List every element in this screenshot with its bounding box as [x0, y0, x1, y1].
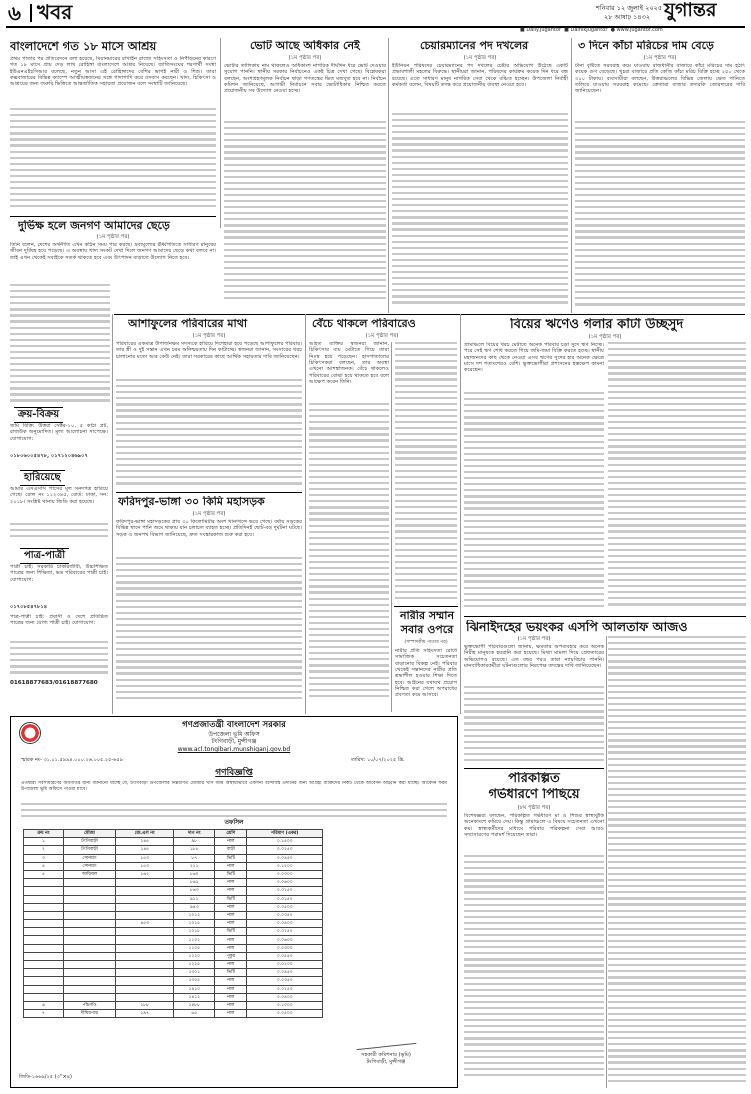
page-header	[0, 0, 751, 26]
headline-benche: বেঁচে থাকলে পরিবারেও	[312, 318, 416, 330]
table-row	[24, 1010, 323, 1018]
table-cell: ১৫৩	[116, 854, 174, 862]
table-cell: ভিটি	[215, 969, 247, 977]
table-row	[24, 928, 323, 936]
table-cell: ০.০২৫০	[247, 928, 323, 936]
table-cell: ০.০৪০০	[247, 920, 323, 928]
table-cell: টংগিবাড়ী	[63, 846, 115, 854]
table-cell: ০.০৩০০	[247, 870, 323, 878]
table-cell	[24, 887, 64, 895]
table-header-cell: মৌজা	[63, 830, 115, 838]
table-row	[24, 952, 323, 960]
headline-poriklpito-1: পরিকল্পিত	[508, 772, 560, 786]
nari-continued: (সম্পাদকীয় পাতার পর)	[404, 640, 448, 645]
headline-ashafuler: আশাফুলের পরিবারের মাথা	[128, 318, 248, 330]
table-cell	[63, 895, 115, 903]
table-cell: ভিটি	[215, 854, 247, 862]
durvikkho-continued: (১ম পৃষ্ঠার পর)	[96, 234, 130, 240]
table-cell	[63, 879, 115, 887]
table-cell: বাড়ী	[215, 846, 247, 854]
benche-continued: (১ম পৃষ্ঠার পর)	[365, 333, 399, 339]
table-cell	[116, 985, 174, 993]
table-cell	[63, 928, 115, 936]
table-cell	[24, 936, 64, 944]
table-cell: সোনারং	[63, 862, 115, 870]
table-cell: আড়িয়ল	[63, 870, 115, 878]
facebook-icon: ■	[520, 27, 525, 33]
table-cell: নাল	[215, 920, 247, 928]
table-cell: ০.০৪৫০	[247, 969, 323, 977]
table-cell: নাল	[215, 944, 247, 952]
table-header-cell: জে.এল নং	[116, 830, 174, 838]
notice-schedule-table	[23, 829, 323, 1018]
classified-sale-body: জমি বিক্রি: উত্তরা সেক্টর-১০, ৫ কাঠা প্লট, রাজউক অনুমোদিত। মূল্য আলোচনা সাপেক্ষে। যোগাযোগ:	[10, 423, 108, 442]
table-cell	[116, 903, 174, 911]
table-cell: সোনারং	[63, 854, 115, 862]
table-cell: নাল	[215, 879, 247, 887]
table-cell: নাল	[215, 862, 247, 870]
signature-mark	[356, 1034, 417, 1050]
table-cell: ৯১২	[174, 895, 215, 903]
article-durvikkho-body: তিনি বলেন, দেশের অর্থনীতি এখন কঠিন সময় পার করছে। দ্রব্যমূল্যের ঊর্ধ্বগতিতে সাধারণ মানুষের জীবন দুর্বিষহ হয়ে পড়েছে। এ অবস্থায় খাদ্য সংকট দেখা দিলে জনগণ আমাদের ছেড়ে কথা বলবে না। তাই এখন থেকেই সবাইকে সতর্ক থাকতে হবে এবং উৎপাদন বাড়াতে উদ্যোগ নিতে হবে।	[10, 242, 216, 261]
notice-intro: এতদ্বারা সর্বসাধারণের অবগতির জন্য জানানো যাচ্ছে যে, টংগিবাড়ী উপজেলার নিম্নবর্ণিত মৌজার খাস জমি অস্থায়ীভাবে একসনা বন্দোবস্ত প্রদানের জন্য আগ্রহী ব্যক্তিদের নিকট থেকে আবেদন আহ্বান করা যাচ্ছে। আবেদন ফরম উপজেলা ভূমি অফিসে পাওয়া যাবে।	[21, 781, 447, 792]
table-cell	[24, 977, 64, 985]
headline-ashray: বাংলাদেশে গত ১৮ মাসে আশ্রয়	[10, 40, 157, 53]
table-cell: ০.০৫৫০	[247, 952, 323, 960]
notice-govt-name: গণপ্রজাতন্ত্রী বাংলাদেশ সরকার	[182, 720, 286, 730]
masthead-logo: যুগান্তর	[664, 0, 717, 21]
table-cell	[24, 969, 64, 977]
classified-matrimony-title: পাত্র-পাত্রী	[20, 548, 69, 564]
table-cell	[63, 936, 115, 944]
table-cell	[63, 944, 115, 952]
table-cell: নাল	[215, 887, 247, 895]
article-jhinaidah-body: ভুক্তভোগী পরিবারগুলো জানায়, ক্ষমতার অপব্যবহার করে অনেক নিরীহ মানুষকে হয়রানি করা হয়েছে। মিথ্যা মামলা দিয়ে গ্রেফতারের অভিযোগও রয়েছে। এত বছর পরও তারা ন্যায়বিচার পাননি। মানবাধিকারকর্মীরা ঘটনাগুলোর নিরপেক্ষ তদন্তের দাবি জানিয়েছেন।	[464, 644, 604, 670]
notice-website[interactable]: www.acl.tongibari.munshiganj.gov.bd	[177, 746, 291, 753]
headline-durvikkho: দুর্ভিক্ষ হলে জনগণ আমাদের ছেড়ে	[18, 220, 170, 232]
table-cell: ১২২০	[174, 952, 215, 960]
biye-continued: (১ম পৃষ্ঠার পর)	[588, 334, 622, 340]
table-cell: ৪	[24, 862, 64, 870]
table-header-cell: পরিমাণ (একর)	[247, 830, 323, 838]
table-cell	[116, 993, 174, 1001]
headline-faridpur: ফরিদপুর-ভাঙ্গা ৩০ কিমি মহাসড়ক	[118, 496, 265, 508]
table-cell: ০.১৫০০	[247, 838, 323, 846]
table-cell: ০.০৬০০	[247, 879, 323, 887]
table-row	[24, 1001, 323, 1009]
article-chairman-body: ইউনিয়ন পরিষদের চেয়ারম্যানের পদ দখলের চেষ্টার অভিযোগ উঠেছে একটি প্রভাবশালী মহলের বিরুদ্ধে। স্থানীয়রা জানান, পরিষদের কার্যক্রম কয়েক দিন ধরে বন্ধ রয়েছে। এতে সাধারণ মানুষ নাগরিক সেবা থেকে বঞ্চিত হচ্ছেন। উপজেলা নির্বাহী কর্মকর্তা বলেন, বিষয়টি তদন্ত করে প্রয়োজনীয় ব্যবস্থা নেওয়া হবে।	[392, 63, 568, 89]
header-date: শনিবার ১২ জুলাই ২০২৫	[596, 4, 663, 12]
ashafuler-continued: (১ম পৃষ্ঠার পর)	[192, 333, 226, 339]
table-cell: ৯৪৩	[174, 903, 215, 911]
article-biye-body: গ্রামাঞ্চলে বিয়ের খরচ মেটাতে অনেক পরিবার চড়া সুদে ঋণ নিচ্ছে। পরে সেই ঋণ শোধ করতে গিয়ে জমি-জমা বিক্রি করতে হচ্ছে। স্থানীয় মহাজনদের কাছ থেকে নেওয়া এসব ঋণের সুদের হার অনেক ক্ষেত্রে মাসে দশ শতাংশেরও বেশি। ভুক্তভোগীরা প্রশাসনের হস্তক্ষেপ কামনা করেছেন।	[464, 342, 604, 374]
classified-sale-title: ক্রয়-বিক্রয়	[14, 407, 63, 423]
article-morich-body: টানা বৃষ্টিতে সরবরাহ কমে যাওয়ায় রাজধানীর বাজারে কাঁচা মরিচের দাম হঠাৎ কয়েক গুণ বেড়েছে। খুচরা বাজারে প্রতি কেজি কাঁচা মরিচ বিক্রি হচ্ছে ২৫০ থেকে ৩০০ টাকায়। ব্যবসায়ীরা বলছেন, উত্তরাঞ্চলের বিভিন্ন জেলায় ক্ষেত পানিতে তলিয়ে যাওয়ায় সরবরাহ কমেছে। ক্রেতারা বাজার তদারকি জোরদারের দাবি জানিয়েছেন।	[575, 63, 745, 95]
table-cell: ৯৮	[174, 838, 215, 846]
notice-table-caption: তফসিল	[224, 819, 244, 826]
table-cell	[116, 911, 174, 919]
table-cell: ১	[24, 838, 64, 846]
classified-lost-body: আমার এসএসসি পাসের মূল সনদপত্র হারিয়ে গেছে। রোল নং ১১২৩৪৫, বোর্ড: ঢাকা, সন: ২০১৮। সংশ্লিষ্ট থানায় জিডি করা হয়েছে।	[10, 486, 108, 505]
table-cell: ০.০৩০০	[247, 944, 323, 952]
table-cell: ০.০৫০০	[247, 903, 323, 911]
social-bar	[520, 28, 745, 36]
article-vote-body: ভোটার তালিকায় নাম থাকলেও অধিকাংশ নাগরিক দীর্ঘদিন ধরে ভোট দেওয়ার সুযোগ পাননি। স্থানীয় সরকার নির্বাচনেও একই চিত্র দেখা গেছে। বিশ্লেষকরা বলছেন, অংশগ্রহণমূলক নির্বাচন ছাড়া গণতন্ত্রের ভিত মজবুত হবে না। নির্বাচন কমিশন জানিয়েছে, আগামী নির্বাচনে সবার ভোটাধিকার নিশ্চিত করতে প্রয়োজনীয় সব উদ্যোগ নেওয়া হচ্ছে।	[224, 63, 386, 95]
table-cell: ৭	[24, 1010, 64, 1018]
notice-place: টংগিবাড়ী, মুন্সীগঞ্জ	[211, 738, 257, 745]
table-cell: ৪৫৩	[116, 920, 174, 928]
table-header-cell: শ্রেণি	[215, 830, 247, 838]
table-cell: ১৬২	[116, 870, 174, 878]
chairman-continued: (১ম পৃষ্ঠার পর)	[463, 55, 497, 61]
table-cell	[24, 993, 64, 1001]
table-cell: নাল	[215, 936, 247, 944]
table-cell: ১৫৩	[116, 862, 174, 870]
table-row	[24, 879, 323, 887]
table-row	[24, 944, 323, 952]
table-row	[24, 969, 323, 977]
table-row	[24, 862, 323, 870]
headline-nari-1: নারীর সম্মান	[399, 610, 455, 622]
table-cell	[63, 993, 115, 1001]
table-row	[24, 961, 323, 969]
table-cell: ১০১২	[174, 911, 215, 919]
table-cell	[24, 903, 64, 911]
table-cell: নাল	[215, 911, 247, 919]
table-cell	[24, 944, 64, 952]
table-cell	[116, 944, 174, 952]
table-cell: নাল	[215, 903, 247, 911]
headline-nari-2: সবার ওপরে	[400, 624, 454, 636]
faridpur-continued: (১ম পৃষ্ঠার পর)	[192, 511, 226, 517]
table-cell: নাল	[215, 1001, 247, 1009]
article-ashray-body: প্রথম পাতার পর প্রতিবেদনে বলা হয়েছে, মিয়ানমারের রাখাইন রাজ্যে সহিংসতা ও নিপীড়নের কারণে গত ১৮ মাসে প্রায় দেড় লাখ রোহিঙ্গা বাংলাদেশে আশ্রয় নিয়েছে। জাতিসংঘের শরণার্থী সংস্থা ইউএনএইচসিআর বলেছে, নতুন আসা এই রোহিঙ্গাদের বেশির ভাগই নারী ও শিশু। তারা কক্সবাজারের বিভিন্ন ক্যাম্পে আত্মীয়স্বজনের সঙ্গে গাদাগাদি করে বসবাস করছেন। খাদ্য, চিকিৎসা ও আশ্রয়ের জন্য জরুরি ভিত্তিতে আন্তর্জাতিক সহায়তা প্রয়োজন বলে সংস্থাটি জানিয়েছে।	[10, 56, 216, 88]
table-cell: ১৪৫	[116, 838, 174, 846]
table-cell	[63, 911, 115, 919]
table-cell	[116, 928, 174, 936]
table-row	[24, 911, 323, 919]
table-cell: ০.০৪০০	[247, 993, 323, 1001]
classified-matrimony-body: পাত্রী চাই: সরকারি চাকরিজীবী, উচ্চশিক্ষিত পাত্রের জন্য শিক্ষিতা, ভদ্র পরিবারের পাত্রী চাই। যোগাযোগ:	[10, 564, 108, 583]
table-row	[24, 936, 323, 944]
table-cell: ভিটি	[215, 928, 247, 936]
table-row	[24, 993, 323, 1001]
notice-footer-code: জিডি-১৬৬৯/২৫ (৩''×৪)	[19, 1074, 72, 1080]
table-cell	[63, 977, 115, 985]
classified-matrimony-phone2: 01618877683/01618877680	[10, 680, 98, 686]
classified-sale-phone: ০১৮০৬০০৫৪৭৮, ০১৭১২০৪৬৯০৭	[10, 453, 88, 459]
headline-morich: ৩ দিনে কাঁচা মরিচের দাম বেড়ে	[578, 40, 714, 52]
table-row	[24, 903, 323, 911]
social-twitter[interactable]: DainikJugantor	[570, 27, 608, 33]
table-cell: ভিটি	[215, 895, 247, 903]
table-cell	[116, 961, 174, 969]
table-row	[24, 838, 323, 846]
notice-office: উপজেলা ভূমি অফিস	[208, 731, 260, 738]
table-cell: ০.০৪৫০	[247, 854, 323, 862]
classified-lost-title: হারিয়েছে	[20, 470, 65, 486]
table-cell: ৮৬১	[174, 879, 215, 887]
headline-vote: ভোট আছে অধিকার নেই	[250, 40, 360, 52]
section-title: খবর	[37, 0, 73, 24]
table-cell: নাল	[215, 993, 247, 1001]
table-cell: ০.০২০০	[247, 961, 323, 969]
table-cell	[63, 969, 115, 977]
table-cell	[24, 952, 64, 960]
table-header-cell: দাগ নং	[174, 830, 215, 838]
table-cell: ২	[24, 846, 64, 854]
notice-signer-place: টংগিবাড়ী, মুন্সীগঞ্জ	[366, 1059, 406, 1065]
table-header-row	[24, 830, 323, 838]
table-cell	[63, 952, 115, 960]
table-cell: নাল	[215, 961, 247, 969]
table-row	[24, 846, 323, 854]
article-poriklpito-body: বিশেষজ্ঞরা বলছেন, পরিকল্পিত গর্ভধারণ মা ও শিশুর স্বাস্থ্যঝুঁকি অনেকাংশে কমিয়ে দেয়। কিন্তু গ্রামাঞ্চলে এ বিষয়ে সচেতনতা এখনো কম। স্বাস্থ্যকর্মীদের মাধ্যমে পরিবার পরিকল্পনা সেবা আরও সম্প্রসারণের পরামর্শ দিয়েছেন তারা।	[464, 813, 604, 839]
table-cell: ভিটি	[215, 870, 247, 878]
table-cell	[24, 895, 64, 903]
table-cell: ১০১৮	[174, 928, 215, 936]
table-row	[24, 887, 323, 895]
table-cell	[24, 985, 64, 993]
table-cell	[116, 969, 174, 977]
table-cell: ৮৬৩	[174, 887, 215, 895]
social-facebook[interactable]: Daily.Jugantor	[526, 27, 561, 33]
table-cell: ১৮৮	[116, 1001, 174, 1009]
govt-notice-box	[10, 716, 458, 1088]
table-cell	[116, 895, 174, 903]
table-cell	[63, 920, 115, 928]
table-cell: ৫	[24, 870, 64, 878]
table-cell	[24, 961, 64, 969]
table-cell	[24, 928, 64, 936]
article-ashafuler-body: পরিবারের একমাত্র উপার্জনক্ষম সদস্যকে হারিয়ে দিশেহারা হয়ে পড়েছে আশাফুলের পরিবার। তার স্ত্রী ও দুই সন্তান এখন চরম অনিশ্চয়তায় দিন কাটাচ্ছে। স্বজনরা জানান, সংসারের খরচ চালানোর মতো আর কেউ নেই। তারা সরকারের কাছে আর্থিক সহায়তার দাবি জানিয়েছেন।	[116, 341, 302, 360]
table-cell: ১৩০৫	[174, 977, 215, 985]
headline-jhinaidah: ঝিনাইদহের ভয়ংকর এসপি আলতাফ আজও	[466, 620, 688, 634]
table-row	[24, 870, 323, 878]
table-row	[24, 985, 323, 993]
table-cell	[24, 920, 64, 928]
table-cell	[63, 985, 115, 993]
table-cell: পুকুর	[215, 952, 247, 960]
table-cell: ১৪১২	[174, 993, 215, 1001]
jhinaidah-continued: (১ম পৃষ্ঠার পর)	[517, 636, 551, 642]
classified-matrimony-body2: পাত্র-পাত্রী চাই: প্রবাসী ও দেশে প্রতিষ্ঠিত পাত্রের জন্য যোগ্য পাত্রী চাই। যোগাযোগ:	[10, 614, 108, 627]
table-cell: ১০১৫	[174, 920, 215, 928]
headline-poriklpito-2: গর্ভধারণে পিছিয়ে	[488, 788, 580, 802]
table-cell: ১২২৫	[174, 961, 215, 969]
table-cell	[24, 879, 64, 887]
table-cell: নাল	[215, 977, 247, 985]
table-cell: ০.১২০০	[247, 862, 323, 870]
table-row	[24, 977, 323, 985]
table-cell: ১৪৮৮	[174, 1001, 215, 1009]
table-cell: ১১০২	[174, 936, 215, 944]
table-row	[24, 920, 323, 928]
notice-signer-title: সহকারী কমিশনার (ভূমি)	[361, 1052, 411, 1058]
table-row	[24, 895, 323, 903]
table-cell: ১৯৭	[116, 1010, 174, 1018]
table-cell: ১৩০১	[174, 969, 215, 977]
article-nari-body: নারীর প্রতি সহিংসতা রোধে সামাজিক সচেতনতা বাড়ানোর বিকল্প নেই। পরিবার থেকেই সন্তানদের নারীর প্রতি শ্রদ্ধাশীল হওয়ার শিক্ষা দিতে হবে। আইনের যথাযথ প্রয়োগ নিশ্চিত করা গেলে অপরাধের প্রবণতা কমে আসবে।	[395, 648, 457, 699]
table-cell: নাল	[215, 838, 247, 846]
table-cell: ০.১০০০	[247, 1001, 323, 1009]
table-cell: টংগিবাড়ী	[63, 838, 115, 846]
table-cell: ০.০২৫০	[247, 846, 323, 854]
vote-continued: (১ম পৃষ্ঠার পর)	[288, 55, 322, 61]
table-cell	[116, 879, 174, 887]
table-cell: ৮৬০	[174, 870, 215, 878]
table-header-cell: ক্রম নং	[24, 830, 64, 838]
table-cell: ০.০৫০০	[247, 1010, 323, 1018]
table-cell	[63, 961, 115, 969]
table-cell: নাল	[215, 1010, 247, 1018]
table-cell: নাল	[215, 985, 247, 993]
table-cell: ১৮৮	[174, 846, 215, 854]
table-cell	[116, 952, 174, 960]
table-cell	[116, 887, 174, 895]
header-date-bangla: ২৮ আষাঢ় ১৪৩২	[604, 13, 651, 21]
table-cell	[24, 911, 64, 919]
table-cell	[63, 903, 115, 911]
headline-chairman: চেয়ারম্যানের পদ দখলের	[420, 40, 529, 52]
poriklpito-continued: (৮ম পৃষ্ঠার পর)	[517, 805, 551, 811]
table-row	[24, 854, 323, 862]
table-cell: ১১০৫	[174, 944, 215, 952]
article-benche-body: আহত ব্যক্তির স্বজনরা জানান, চিকিৎসার ব্যয় মেটাতে গিয়ে তারা নিঃস্ব হয়ে পড়েছেন। হাসপাতালের চিকিৎসকরা বলছেন, তার অবস্থা এখনো আশঙ্কাজনক। বেঁচে থাকলেও পরিবারের বোঝা হয়ে থাকতে হবে বলে আক্ষেপ করেন তিনি।	[309, 341, 389, 386]
notice-title: গণবিজ্ঞপ্তি	[215, 768, 253, 778]
table-cell: ০.০২৫০	[247, 887, 323, 895]
twitter-icon: ■	[564, 27, 569, 33]
table-cell: ৬৫	[174, 1010, 215, 1018]
table-cell	[116, 936, 174, 944]
globe-icon: ●	[610, 27, 615, 33]
table-cell: পাঁচগাঁও	[63, 1001, 115, 1009]
table-cell	[116, 977, 174, 985]
table-cell: ৮৭	[174, 854, 215, 862]
notice-memo-date: তারিখ: ১০/০৭/২০২৫ খ্রি.	[351, 757, 405, 763]
article-faridpur-body: ফরিদপুর-ভাঙ্গা মহাসড়কের প্রায় ৩০ কিলোমিটার অংশ খানাখন্দে ভরে গেছে। বর্ষায় সড়কের বিভিন্ন স্থানে পানি জমে থাকায় যান চলাচল ব্যাহত হচ্ছে। প্রতিদিনই ছোট-বড় দুর্ঘটনা ঘটছে। সড়ক ও জনপথ বিভাগ জানিয়েছে, দ্রুত সংস্কারকাজ শুরু করা হবে।	[116, 519, 302, 538]
headline-biye: বিয়ের ঋণেও গলার কাঁটা উচ্ছসুদ	[510, 318, 684, 332]
table-cell: ০.০১৫০	[247, 895, 323, 903]
notice-memo: স্মারক নং- ৩১.০১.৫৯৯৪.০০০.২৬.০০৫.২৫-৬৫৯	[21, 757, 123, 763]
table-cell: ৬	[24, 1001, 64, 1009]
table-cell	[63, 887, 115, 895]
table-cell: ০.০২৫০	[247, 985, 323, 993]
table-cell: ১৪১০	[174, 985, 215, 993]
table-cell: দীঘিরপাড়	[63, 1010, 115, 1018]
table-cell: ১৪৫	[116, 846, 174, 854]
table-cell: ২২১	[174, 862, 215, 870]
table-cell: ০.০৩৫০	[247, 911, 323, 919]
table-cell: ০.০৩৫০	[247, 977, 323, 985]
table-cell: ০.০৬০০	[247, 936, 323, 944]
social-website[interactable]: www.jugantor.com	[616, 27, 663, 33]
table-cell: ৩	[24, 854, 64, 862]
page-number: ৬	[8, 1, 22, 25]
classified-matrimony-phone: ০১৭০৮৫৪৭৮১৪	[10, 604, 48, 610]
morich-continued: (১ম পৃষ্ঠার পর)	[643, 55, 677, 61]
